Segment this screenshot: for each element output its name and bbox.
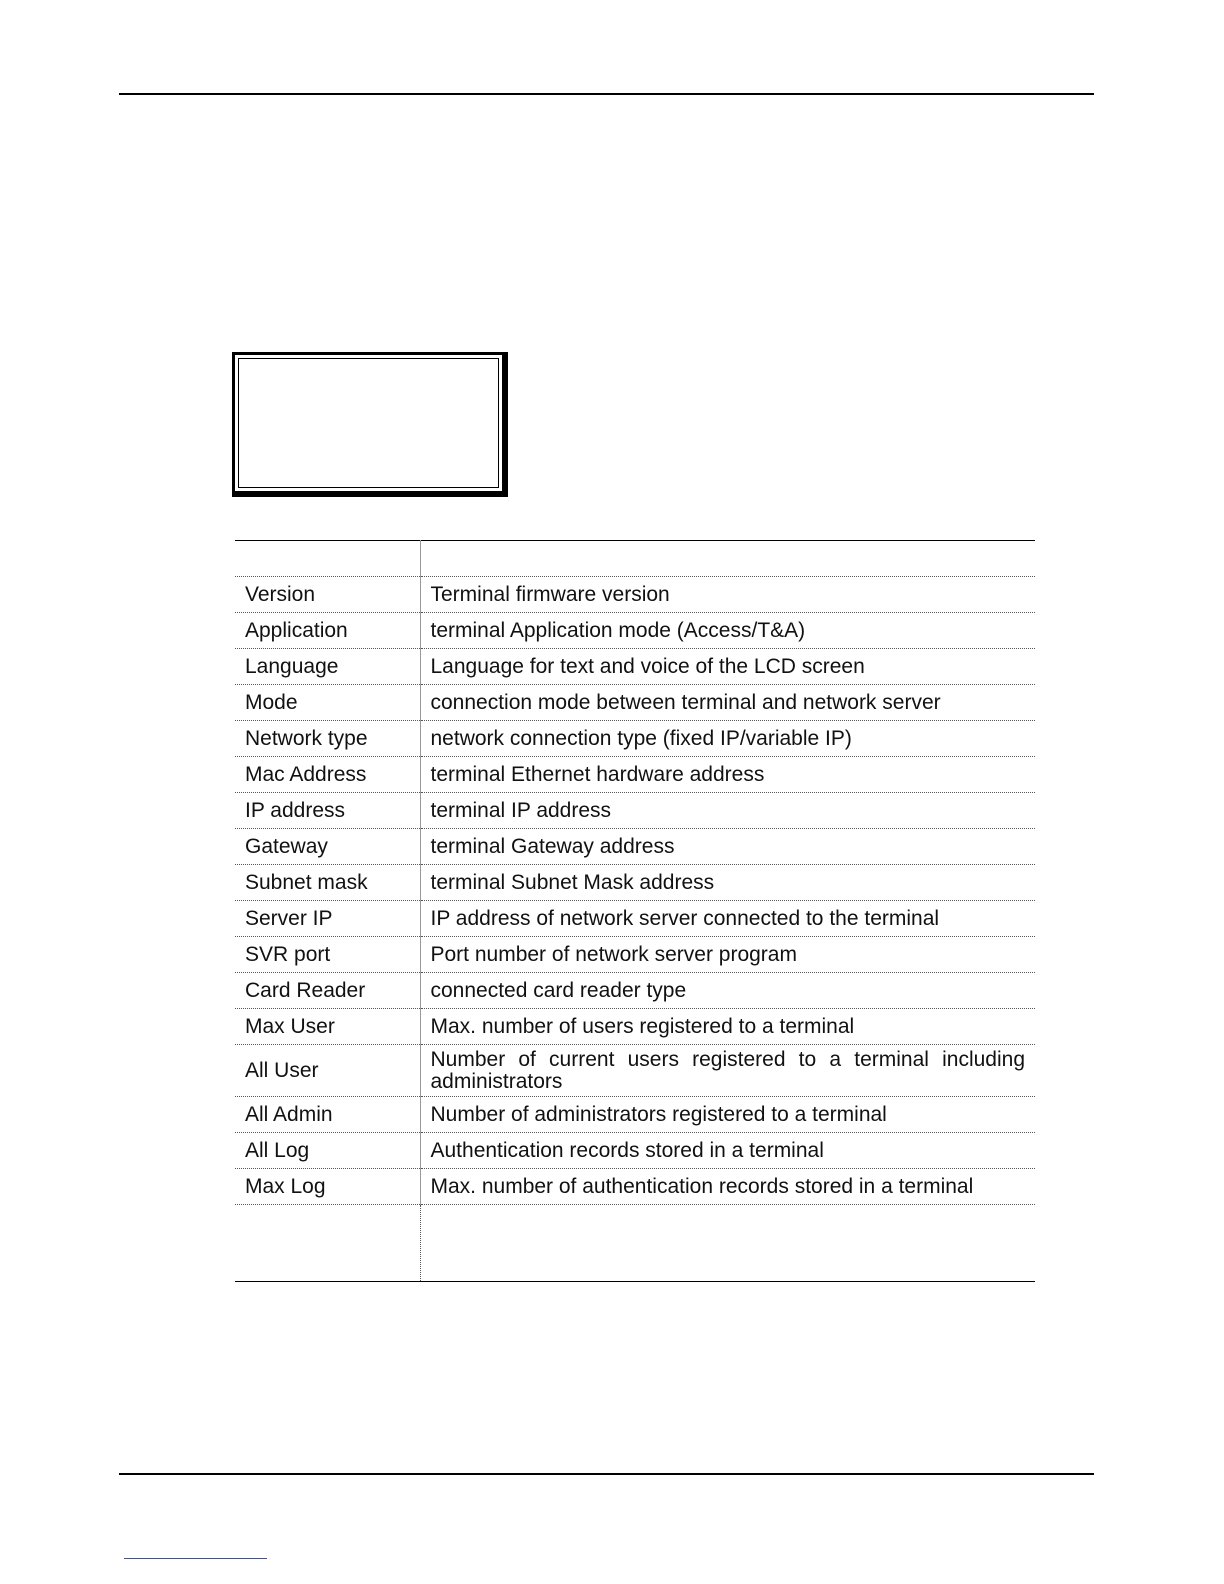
row-desc: connection mode between terminal and network server xyxy=(420,685,1035,721)
row-name: All Log xyxy=(235,1133,420,1169)
row-desc: network connection type (fixed IP/variable IP) xyxy=(420,721,1035,757)
row-desc: connected card reader type xyxy=(420,973,1035,1009)
row-desc: terminal Subnet Mask address xyxy=(420,865,1035,901)
row-desc: terminal Gateway address xyxy=(420,829,1035,865)
table-header-row xyxy=(235,541,1035,577)
row-name: Application xyxy=(235,613,420,649)
footer-link-underline xyxy=(124,1558,267,1559)
footer-rule xyxy=(119,1473,1094,1475)
row-name: IP address xyxy=(235,793,420,829)
table-row xyxy=(235,901,1035,937)
row-name: Max Log xyxy=(235,1169,420,1205)
table-row xyxy=(235,973,1035,1009)
table-row xyxy=(235,1133,1035,1169)
row-name: Card Reader xyxy=(235,973,420,1009)
table-row xyxy=(235,649,1035,685)
row-desc: Number of current users registered to a terminal including administrators xyxy=(420,1045,1035,1097)
row-desc: Terminal firmware version xyxy=(420,577,1035,613)
table-row xyxy=(235,721,1035,757)
row-name: Language xyxy=(235,649,420,685)
row-desc: Port number of network server program xyxy=(420,937,1035,973)
lcd-screen-frame xyxy=(232,352,508,497)
row-desc: Language for text and voice of the LCD screen xyxy=(420,649,1035,685)
table-row xyxy=(235,613,1035,649)
table-row xyxy=(235,1045,1035,1097)
table-row xyxy=(235,685,1035,721)
lcd-screen-inner-frame xyxy=(238,358,499,488)
row-desc: Authentication records stored in a terminal xyxy=(420,1133,1035,1169)
row-desc: terminal Application mode (Access/T&A) xyxy=(420,613,1035,649)
row-desc: Number of administrators registered to a terminal xyxy=(420,1097,1035,1133)
row-name: Subnet mask xyxy=(235,865,420,901)
table-row xyxy=(235,577,1035,613)
row-name: Network type xyxy=(235,721,420,757)
row-name: Version xyxy=(235,577,420,613)
row-desc: Max. number of authentication records stored in a terminal xyxy=(420,1169,1035,1205)
table-row xyxy=(235,937,1035,973)
table-row xyxy=(235,757,1035,793)
footer-cell-name xyxy=(235,1205,420,1282)
header-cell-desc xyxy=(420,541,1035,577)
table-row xyxy=(235,829,1035,865)
row-name: All Admin xyxy=(235,1097,420,1133)
footer-cell-desc xyxy=(420,1205,1035,1282)
row-name: Max User xyxy=(235,1009,420,1045)
row-name: Server IP xyxy=(235,901,420,937)
row-desc: IP address of network server connected to the terminal xyxy=(420,901,1035,937)
row-name: Gateway xyxy=(235,829,420,865)
table-row xyxy=(235,793,1035,829)
row-name: SVR port xyxy=(235,937,420,973)
table-footer-row xyxy=(235,1205,1035,1282)
row-desc: terminal Ethernet hardware address xyxy=(420,757,1035,793)
header-cell-name xyxy=(235,541,420,577)
table-row xyxy=(235,1097,1035,1133)
terminal-info-table xyxy=(235,540,1035,1282)
row-desc: terminal IP address xyxy=(420,793,1035,829)
row-desc: Max. number of users registered to a terminal xyxy=(420,1009,1035,1045)
row-name: Mac Address xyxy=(235,757,420,793)
row-name: Mode xyxy=(235,685,420,721)
table-row xyxy=(235,865,1035,901)
table-row xyxy=(235,1169,1035,1205)
row-name: All User xyxy=(235,1045,420,1097)
header-rule xyxy=(119,93,1094,95)
table-row xyxy=(235,1009,1035,1045)
